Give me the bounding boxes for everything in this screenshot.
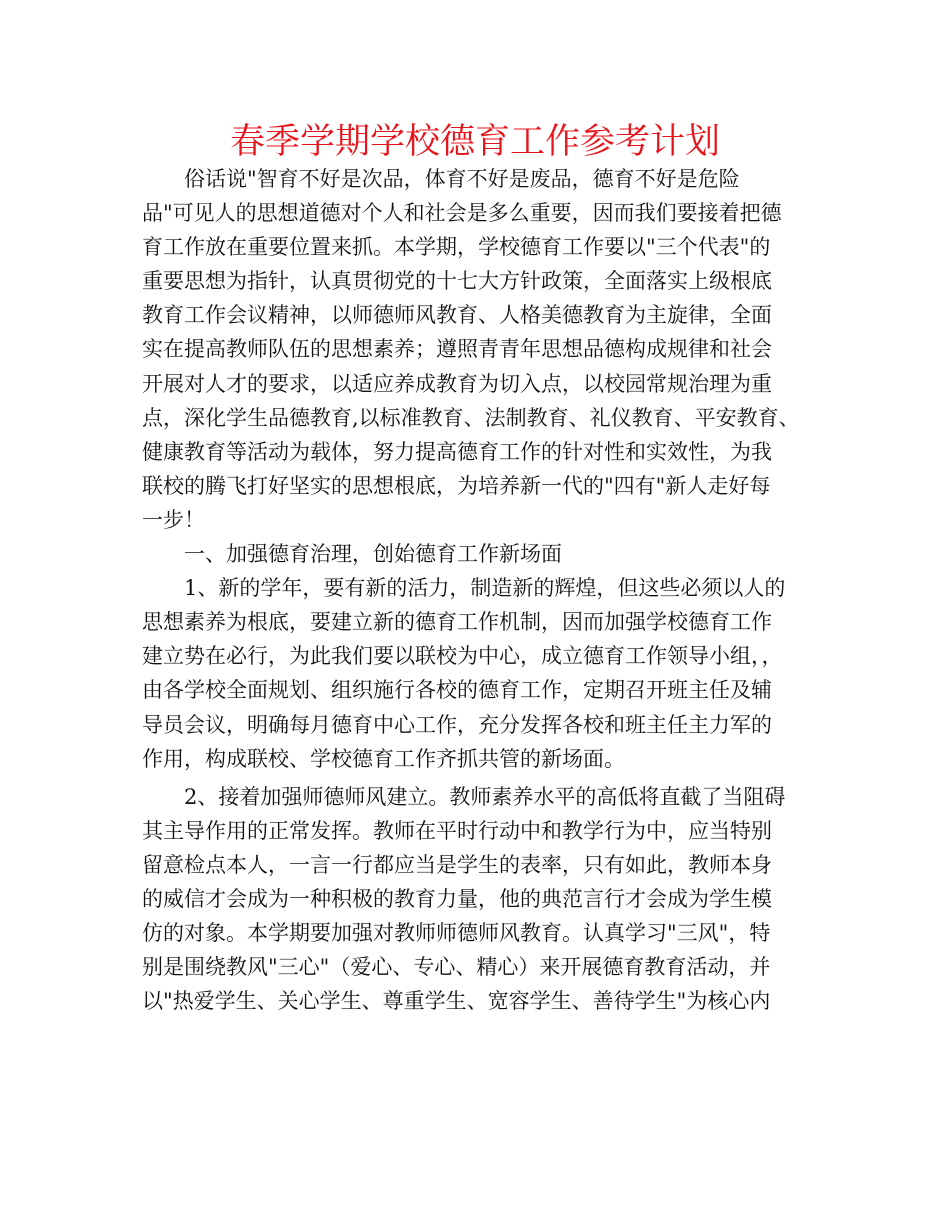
body-line: 以"热爱学生、关心学生、尊重学生、宽容学生、善待学生"为核心内 [142,989,771,1014]
body-line: 留意检点本人，一言一行都应当是学生的表率，只有如此，教师本身 [142,852,772,877]
body-line: 健康教育等活动为载体，努力提高德育工作的针对性和实效性，为我 [142,439,772,464]
body-line: 思想素养为根底，要建立新的德育工作机制，因而加强学校德育工作 [142,610,772,635]
document-body [142,162,828,1018]
body-line: 建立势在必行，为此我们要以联校为中心，成立德育工作领导小组，， [142,644,783,669]
body-line: 别是围绕教风"三心"（爱心、专心、精心）来开展德育教育活动，并 [142,955,771,980]
body-line: 一步！ [142,507,205,532]
body-line: 俗话说"智育不好是次品，体育不好是废品，德育不好是危险 [142,167,740,191]
body-line: 由各学校全面规划、组织施行各校的德育工作，定期召开班主任及辅 [142,678,772,703]
document-title: 春季学期学校德育工作参考计划 [229,122,720,162]
body-line: 教育工作会议精神，以师德师风教育、人格美德教育为主旋律，全面 [142,303,772,328]
body-line: 品"可见人的思想道德对个人和社会是多么重要，因而我们要接着把德 [142,201,782,226]
body-line: 2、接着加强师德师风建立。教师素养水平的高低将直截了当阻碍 [142,784,786,809]
body-line: 联校的腾飞打好坚实的思想根底，为培养新一代的"四有"新人走好每 [142,473,771,498]
body-line: 作用，构成联校、学校德育工作齐抓共管的新场面。 [142,746,625,771]
body-line: 仿的对象。本学期要加强对教师师德师风教育。认真学习"三风"，特 [142,921,771,946]
body-line: 实在提高教师队伍的思想素养；遵照青青年思想品德构成规律和社会 [142,337,772,362]
body-line: 的威信才会成为一种积极的教育力量，他的典范言行才会成为学生模 [142,886,772,911]
body-line: 开展对人才的要求，以适应养成教育为切入点，以校园常规治理为重 [142,371,772,396]
body-line: 育工作放在重要位置来抓。本学期，学校德育工作要以"三个代表"的 [142,235,771,260]
body-line: 其主导作用的正常发挥。教师在平时行动中和教学行为中，应当特别 [142,818,772,843]
body-line: 重要思想为指针，认真贯彻党的十七大方针政策，全面落实上级根底 [142,269,772,294]
body-line: 导员会议，明确每月德育中心工作，充分发挥各校和班主任主力军的 [142,712,772,737]
body-line: 1、新的学年，要有新的活力，制造新的辉煌，但这些必须以人的 [142,576,786,601]
body-line: 点，深化学生品德教育,以标准教育、法制教育、礼仪教育、平安教育、 [142,405,800,430]
section-heading: 一、加强德育治理，创始德育工作新场面 [142,542,562,567]
